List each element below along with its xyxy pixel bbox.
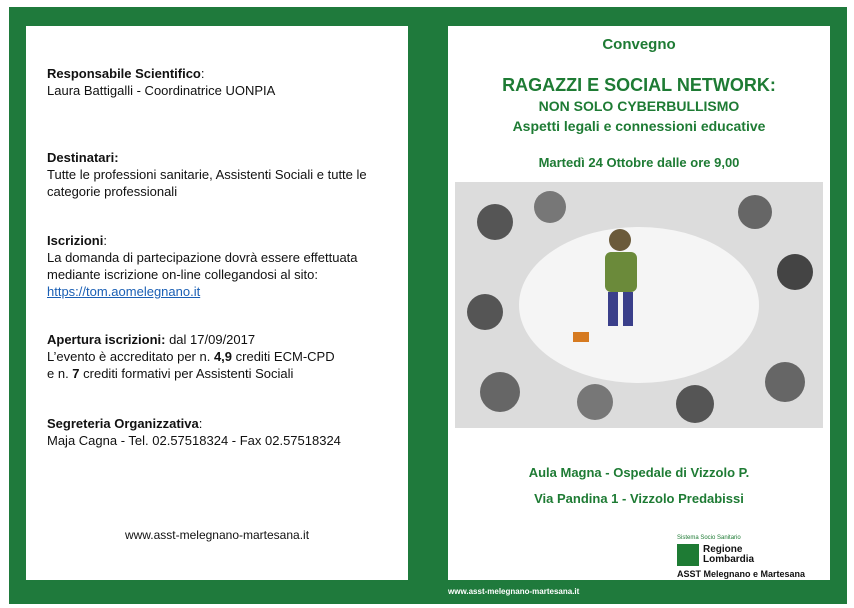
crowd-head — [765, 362, 805, 402]
responsabile-label: Responsabile Scientifico — [47, 66, 201, 81]
phone-on-floor — [573, 332, 589, 342]
right-panel — [448, 26, 830, 580]
credits-value: 7 — [72, 366, 80, 381]
logo-regione-line1: Regione — [703, 544, 743, 555]
illustration-image — [455, 182, 823, 428]
ecm-value: 4,9 — [213, 349, 233, 364]
crowd-head — [467, 294, 503, 330]
destinatari-text: Tutte le professioni sanitarie, Assistenti Sociali e tutte le categorie professionali — [47, 167, 367, 199]
segreteria-text: Maja Cagna - Tel. 02.57518324 - Fax 02.57518324 — [47, 433, 341, 448]
segreteria-label: Segreteria Organizzativa — [47, 416, 199, 431]
title-line3: Aspetti legali e connessioni educative — [512, 118, 766, 134]
illustration-clearing — [519, 227, 759, 383]
logo-sistema: Sistema Socio Sanitario — [677, 535, 741, 541]
apertura-label: Apertura iscrizioni: — [47, 332, 166, 347]
iscrizioni-label: Iscrizioni — [47, 233, 104, 248]
venue-line2: Via Pandina 1 - Vizzolo Predabissi — [534, 491, 744, 506]
credits-line-post: crediti formativi per Assistenti Sociali — [79, 366, 294, 381]
convegno-label: Convegno — [602, 36, 676, 53]
apertura-section — [47, 331, 392, 382]
central-figure-head — [609, 229, 631, 251]
iscrizioni-section: Iscrizioni: La domanda di partecipazione dovrà essere effettuata mediante iscrizione on-line collegandosi al sito: https://tom.aomelegnano.it — [47, 233, 358, 299]
crowd-head — [480, 372, 520, 412]
website-left[interactable]: www.asst-melegnano-martesana.it — [124, 528, 310, 542]
destinatari-label: Destinatari: — [47, 150, 119, 165]
central-figure-leg — [623, 292, 633, 326]
apertura-date: dal 17/09/2017 — [165, 332, 256, 347]
regione-lombardia-logo-icon — [677, 544, 699, 566]
iscrizioni-text: La domanda di partecipazione dovrà essere effettuata mediante iscrizione on-line collegandosi al sito: — [47, 250, 358, 282]
logo-regione-line2: Lombardia — [703, 554, 755, 565]
crowd-head — [738, 195, 772, 229]
crowd-head — [676, 385, 714, 423]
destinatari-section — [47, 149, 392, 200]
responsabile-section: Responsabile Scientifico: Laura Battigalli - Coordinatrice UONPIA — [47, 66, 276, 98]
logo-regione — [703, 545, 754, 565]
crowd-head — [777, 254, 813, 290]
venue-line1: Aula Magna - Ospedale di Vizzolo P. — [528, 465, 750, 480]
logo-asst: ASST Melegnano e Martesana — [677, 569, 806, 579]
crowd-head — [534, 191, 566, 223]
responsabile-text: Laura Battigalli - Coordinatrice UONPIA — [47, 83, 276, 98]
title-line1: RAGAZZI E SOCIAL NETWORK: — [502, 75, 776, 95]
crowd-head — [577, 384, 613, 420]
left-panel — [26, 26, 408, 580]
title-line2: NON SOLO CYBERBULLISMO — [538, 98, 740, 114]
ecm-line-post: crediti ECM-CPD — [232, 349, 335, 364]
crowd-head — [477, 204, 513, 240]
segreteria-section: Segreteria Organizzativa: Maja Cagna - Tel. 02.57518324 - Fax 02.57518324 — [47, 416, 341, 448]
central-figure-body — [605, 252, 637, 292]
event-date: Martedì 24 Ottobre dalle ore 9,00 — [538, 155, 740, 170]
iscrizioni-link[interactable]: https://tom.aomelegnano.it — [47, 284, 201, 299]
footer-url[interactable]: www.asst-melegnano-martesana.it — [448, 587, 580, 596]
ecm-line-pre: L’evento è accreditato per n. — [47, 349, 214, 364]
credits-line-pre: e n. — [47, 366, 73, 381]
central-figure-leg — [608, 292, 618, 326]
